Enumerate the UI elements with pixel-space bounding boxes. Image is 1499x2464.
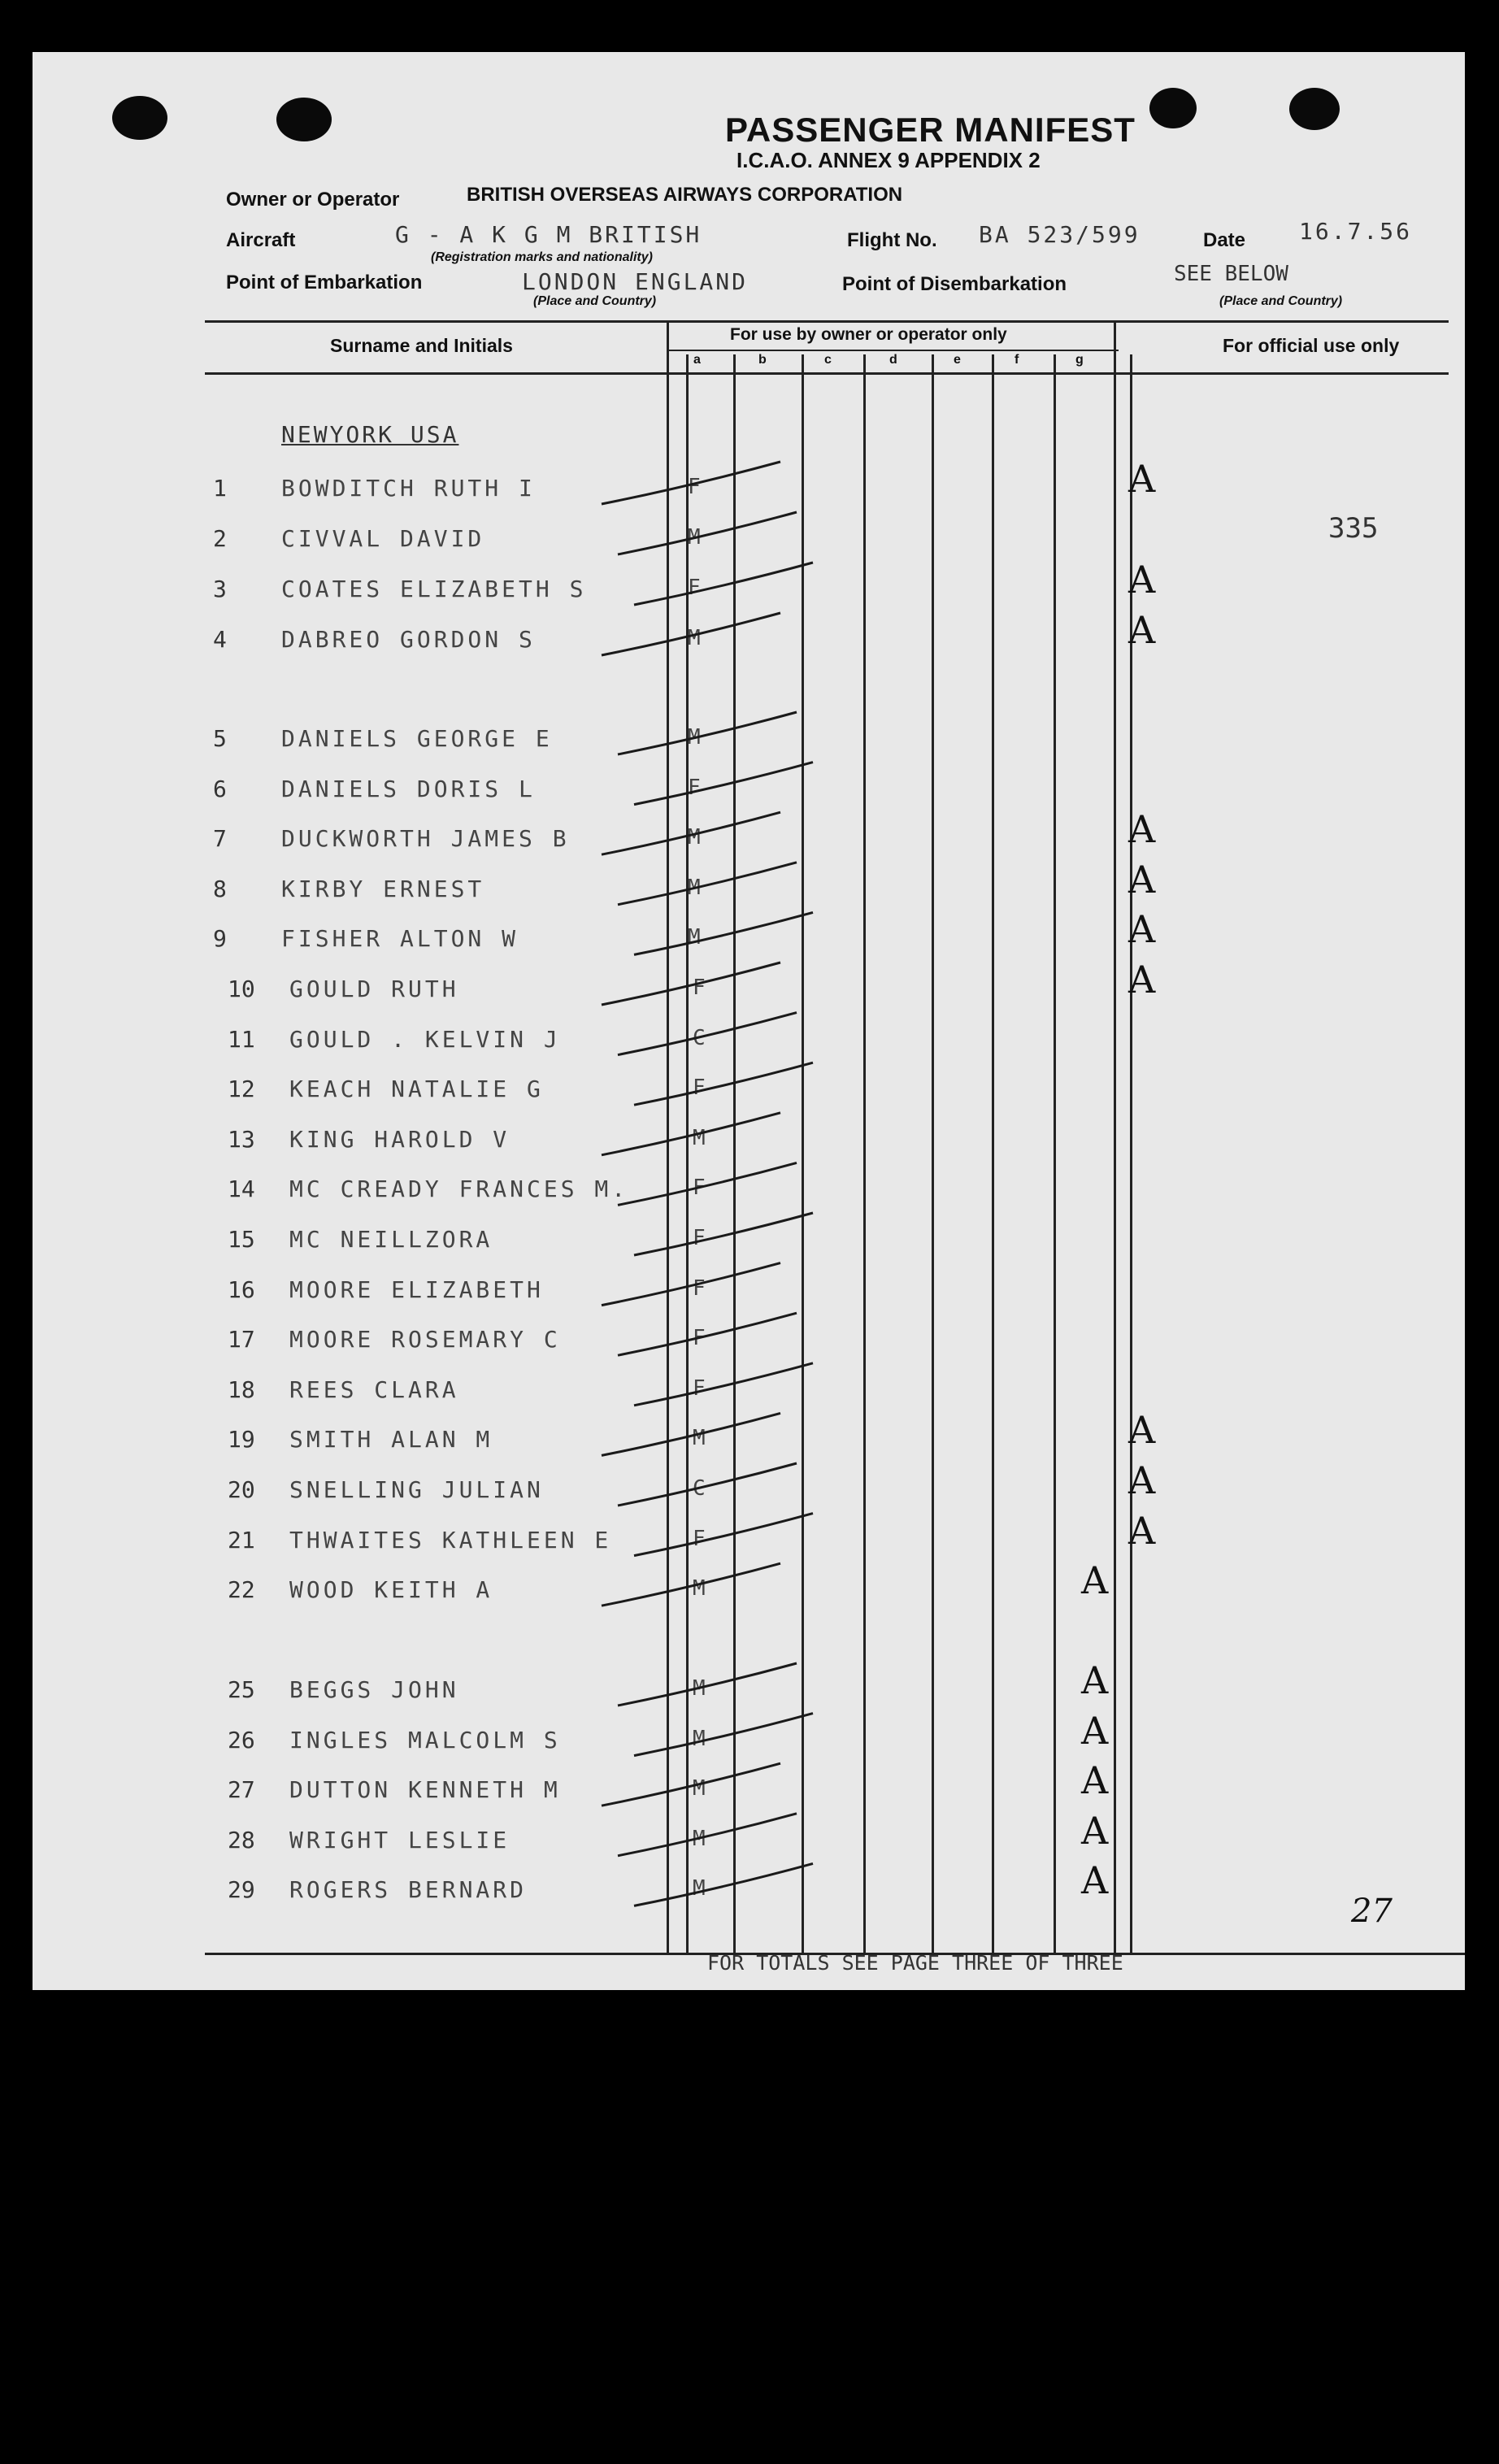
- column-letter-6: g: [1075, 353, 1084, 367]
- passenger-number: 12: [228, 1076, 255, 1103]
- column-letter-0: a: [693, 353, 701, 367]
- disembark-label: Point of Disembarkation: [842, 273, 1067, 295]
- passenger-sex: M: [688, 626, 701, 650]
- aircraft-note: (Registration marks and nationality): [431, 250, 653, 264]
- official-mark: A: [1081, 1658, 1109, 1702]
- official-mark: A: [1128, 857, 1156, 902]
- column-letter-1: b: [758, 353, 767, 367]
- column-letter-2: c: [824, 353, 832, 367]
- page-subtitle: I.C.A.O. ANNEX 9 APPENDIX 2: [736, 148, 1041, 172]
- official-mark: A: [1128, 907, 1156, 952]
- passenger-sex: F: [693, 1275, 706, 1301]
- column-letter-4: e: [954, 353, 961, 367]
- passenger-name: KING HAROLD V: [289, 1125, 511, 1153]
- aircraft-label: Aircraft: [226, 229, 296, 251]
- aircraft-value: G - A K G M BRITISH: [395, 221, 702, 248]
- passenger-sex: F: [693, 1326, 706, 1351]
- passenger-name: MOORE ROSEMARY C: [289, 1326, 561, 1354]
- official-mark: A: [1081, 1858, 1109, 1903]
- column-letter-3: d: [889, 353, 897, 367]
- disembark-note: (Place and Country): [1219, 294, 1343, 308]
- flight-value: BA 523/599: [979, 221, 1141, 248]
- official-mark: A: [1128, 1508, 1156, 1553]
- disembark-value: SEE BELOW: [1174, 262, 1288, 286]
- passenger-number: 14: [228, 1176, 255, 1203]
- passenger-number: 13: [228, 1125, 255, 1153]
- passenger-name: GOULD RUTH: [289, 976, 459, 1002]
- official-mark: A: [1081, 1758, 1109, 1803]
- passenger-name: WRIGHT LESLIE: [289, 1826, 511, 1853]
- pen-tick: [602, 1263, 780, 1306]
- pen-tick: [634, 1863, 813, 1906]
- embark-label: Point of Embarkation: [226, 272, 423, 293]
- passenger-sex: M: [688, 825, 701, 850]
- pen-tick: [602, 1413, 780, 1455]
- passenger-sex: M: [693, 1726, 706, 1751]
- pen-tick: [602, 1113, 780, 1155]
- pen-strokes: [33, 52, 1465, 1990]
- owner-use-header: For use by owner or operator only: [730, 325, 1007, 344]
- passenger-sex: F: [693, 1226, 706, 1250]
- passenger-name: FISHER ALTON W: [281, 925, 519, 953]
- passenger-name: DUCKWORTH JAMES B: [281, 825, 570, 853]
- official-mark: A: [1128, 807, 1156, 852]
- passenger-name: BEGGS JOHN: [289, 1676, 459, 1703]
- pen-tick: [618, 1663, 797, 1706]
- section-heading: NEWYORK USA: [281, 421, 459, 448]
- passenger-number: 4: [213, 626, 227, 653]
- passenger-number: 11: [228, 1025, 255, 1053]
- passenger-sex: C: [693, 1025, 706, 1050]
- pen-tick: [634, 1714, 813, 1756]
- passenger-name: KEACH NATALIE G: [289, 1076, 544, 1103]
- passenger-name: WOOD KEITH A: [289, 1576, 493, 1604]
- pen-tick: [618, 712, 797, 754]
- passenger-name: MC CREADY FRANCES M.: [289, 1176, 629, 1203]
- passenger-number: 3: [213, 576, 227, 602]
- passenger-number: 20: [228, 1476, 255, 1503]
- passenger-sex: M: [688, 525, 701, 550]
- passenger-name: THWAITES KATHLEEN E: [289, 1526, 612, 1554]
- passenger-number: 15: [228, 1226, 255, 1253]
- pen-tick: [618, 1162, 797, 1205]
- passenger-name: REES CLARA: [289, 1375, 459, 1403]
- passenger-name: INGLES MALCOLM S: [289, 1726, 561, 1753]
- pen-tick: [618, 863, 797, 905]
- passenger-number: 2: [213, 525, 227, 552]
- passenger-number: 16: [228, 1275, 255, 1303]
- totals-note: FOR TOTALS SEE PAGE THREE OF THREE: [707, 1951, 1123, 1975]
- passenger-number: 6: [213, 775, 227, 802]
- passenger-name: CIVVAL DAVID: [281, 525, 485, 552]
- passenger-sex: F: [693, 976, 706, 1000]
- passenger-name: MOORE ELIZABETH: [289, 1275, 544, 1303]
- pen-tick: [602, 963, 780, 1005]
- passenger-sex: M: [693, 1776, 706, 1801]
- official-use-header: For official use only: [1223, 335, 1400, 356]
- official-mark: A: [1128, 558, 1156, 602]
- passenger-sex: M: [688, 875, 701, 900]
- pen-tick: [618, 1313, 797, 1355]
- manifest-page: [33, 52, 1465, 1990]
- official-mark: A: [1081, 1558, 1109, 1603]
- pen-tick: [634, 563, 813, 605]
- passenger-number: 7: [213, 825, 227, 853]
- pen-tick: [618, 1013, 797, 1055]
- passenger-sex: M: [693, 1426, 706, 1451]
- page-count: 27: [1351, 1893, 1393, 1930]
- passenger-name: COATES ELIZABETH S: [281, 576, 587, 602]
- pen-tick: [634, 1063, 813, 1105]
- passenger-number: 27: [228, 1776, 255, 1804]
- passenger-number: 25: [228, 1676, 255, 1703]
- passenger-name: DUTTON KENNETH M: [289, 1776, 561, 1804]
- pen-tick: [602, 1763, 780, 1806]
- embark-note: (Place and Country): [533, 294, 657, 308]
- official-mark: A: [1128, 1408, 1156, 1453]
- passenger-sex: F: [693, 1375, 706, 1401]
- passenger-sex: F: [693, 1176, 706, 1201]
- pen-tick: [602, 1563, 780, 1606]
- passenger-sex: F: [688, 475, 701, 499]
- passenger-name: BOWDITCH RUTH I: [281, 475, 536, 502]
- flight-label: Flight No.: [847, 229, 937, 251]
- date-label: Date: [1203, 229, 1246, 251]
- official-mark: A: [1128, 457, 1156, 501]
- passenger-sex: M: [688, 725, 701, 750]
- passenger-number: 17: [228, 1326, 255, 1354]
- passenger-name: DABREO GORDON S: [281, 626, 536, 653]
- passenger-name: DANIELS GEORGE E: [281, 725, 553, 752]
- passenger-name: SNELLING JULIAN: [289, 1476, 544, 1503]
- passenger-number: 18: [228, 1375, 255, 1403]
- official-mark: A: [1128, 608, 1156, 652]
- passenger-number: 26: [228, 1726, 255, 1753]
- passenger-name: ROGERS BERNARD: [289, 1876, 528, 1904]
- official-mark: A: [1128, 1458, 1156, 1502]
- pen-tick: [618, 512, 797, 554]
- passenger-sex: F: [693, 1526, 706, 1551]
- pen-tick: [602, 812, 780, 854]
- passenger-name: KIRBY ERNEST: [281, 875, 485, 902]
- passenger-number: 19: [228, 1426, 255, 1454]
- passenger-sex: M: [688, 925, 701, 950]
- owner-value: BRITISH OVERSEAS AIRWAYS CORPORATION: [467, 184, 903, 206]
- passenger-number: 10: [228, 976, 255, 1002]
- passenger-sex: F: [688, 576, 701, 600]
- passenger-sex: M: [693, 1826, 706, 1851]
- pen-tick: [618, 1814, 797, 1856]
- pen-tick: [634, 763, 813, 805]
- passenger-number: 29: [228, 1876, 255, 1904]
- embark-value: LONDON ENGLAND: [522, 268, 749, 295]
- official-mark: A: [1128, 958, 1156, 1002]
- passenger-sex: M: [693, 1676, 706, 1701]
- page-title: PASSENGER MANIFEST: [725, 111, 1136, 149]
- passenger-number: 22: [228, 1576, 255, 1604]
- passenger-sex: C: [693, 1476, 706, 1501]
- pen-tick: [602, 462, 780, 504]
- margin-number: 335: [1328, 512, 1379, 545]
- pen-tick: [618, 1463, 797, 1506]
- pen-tick: [634, 1514, 813, 1556]
- column-letter-5: f: [1015, 353, 1019, 367]
- surname-column-header: Surname and Initials: [330, 335, 513, 356]
- passenger-name: GOULD . KELVIN J: [289, 1025, 561, 1053]
- pen-tick: [634, 1363, 813, 1406]
- passenger-name: MC NEILLZORA: [289, 1226, 493, 1253]
- official-mark: A: [1081, 1808, 1109, 1853]
- passenger-name: DANIELS DORIS L: [281, 775, 536, 802]
- passenger-number: 8: [213, 875, 227, 902]
- passenger-sex: F: [688, 775, 701, 800]
- pen-tick: [602, 613, 780, 655]
- passenger-number: 5: [213, 725, 227, 752]
- passenger-number: 28: [228, 1826, 255, 1853]
- pen-tick: [634, 1213, 813, 1255]
- passenger-sex: M: [693, 1876, 706, 1901]
- passenger-name: SMITH ALAN M: [289, 1426, 493, 1454]
- date-value: 16.7.56: [1299, 218, 1413, 245]
- passenger-sex: M: [693, 1576, 706, 1601]
- owner-label: Owner or Operator: [226, 189, 400, 211]
- official-mark: A: [1081, 1708, 1109, 1753]
- passenger-number: 9: [213, 925, 227, 953]
- passenger-sex: M: [693, 1125, 706, 1150]
- passenger-number: 1: [213, 475, 227, 502]
- pen-tick: [634, 912, 813, 954]
- passenger-number: 21: [228, 1526, 255, 1554]
- passenger-sex: F: [693, 1076, 706, 1101]
